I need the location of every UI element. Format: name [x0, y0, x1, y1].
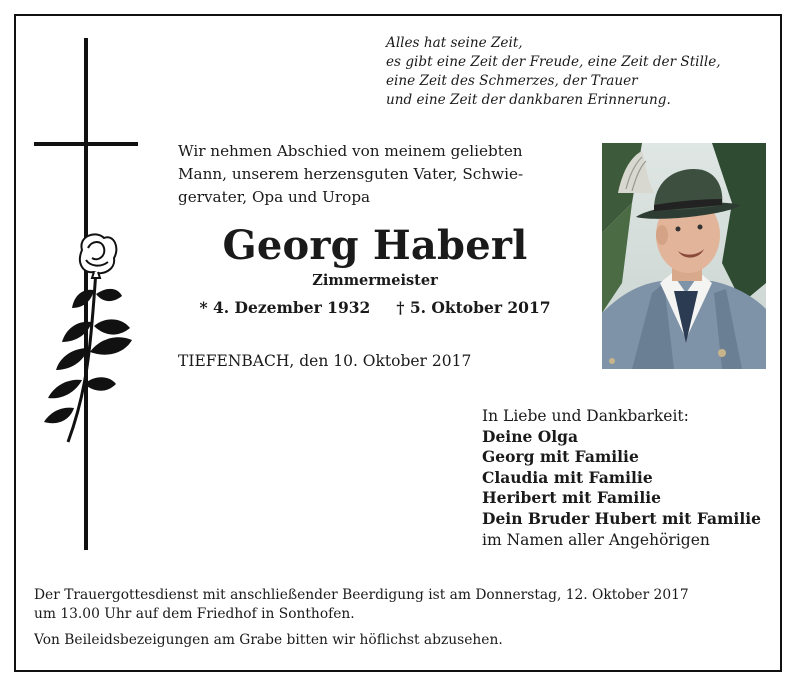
mourners-heading: In Liebe und Dankbarkeit: [482, 407, 689, 425]
mourner-name: Dein Bruder Hubert mit Familie [482, 508, 761, 528]
intro-line: Mann, unserem herzensguten Vater, Schwie- [178, 165, 524, 183]
mourner-name: Georg mit Familie [482, 447, 639, 467]
poem-line: es gibt eine Zeit der Freude, eine Zeit der Stille, [386, 54, 721, 70]
poem [386, 34, 776, 110]
mourner-name: Claudia mit Familie [482, 467, 653, 487]
service-line: Der Trauergottesdienst mit anschließender Beerdigung ist am Donnerstag, 12. Oktober 2017 [34, 587, 689, 603]
footer-text [34, 586, 774, 650]
condolence-note: Von Beileidsbezeigungen am Grabe bitten wir höflichst abzusehen. [34, 632, 503, 648]
poem-line: und eine Zeit der dankbaren Erinnerung. [386, 92, 671, 108]
rose-icon [38, 230, 142, 444]
intro-line: Wir nehmen Abschied von meinem geliebten [178, 142, 523, 160]
deceased-name: Georg Haberl [222, 222, 528, 269]
service-line: um 13.00 Uhr auf dem Friedhof in Sonthofen. [34, 606, 355, 622]
poem-line: Alles hat seine Zeit, [386, 35, 523, 51]
portrait-photo [602, 143, 766, 369]
poem-line: eine Zeit des Schmerzes, der Trauer [386, 73, 638, 89]
mourner-name: Heribert mit Familie [482, 488, 661, 508]
mourners-closing: im Namen aller Angehörigen [482, 530, 710, 549]
mourners-block [482, 406, 761, 550]
deceased-profession: Zimmermeister [312, 272, 438, 289]
intro-line: gervater, Opa und Uropa [178, 188, 371, 206]
birth-date: * 4. Dezember 1932 [199, 298, 371, 317]
place-and-date: TIEFENBACH, den 10. Oktober 2017 [178, 352, 472, 370]
intro-text [178, 140, 588, 209]
death-date: † 5. Oktober 2017 [396, 298, 551, 317]
life-dates [160, 298, 590, 317]
mourner-name: Deine Olga [482, 426, 578, 446]
